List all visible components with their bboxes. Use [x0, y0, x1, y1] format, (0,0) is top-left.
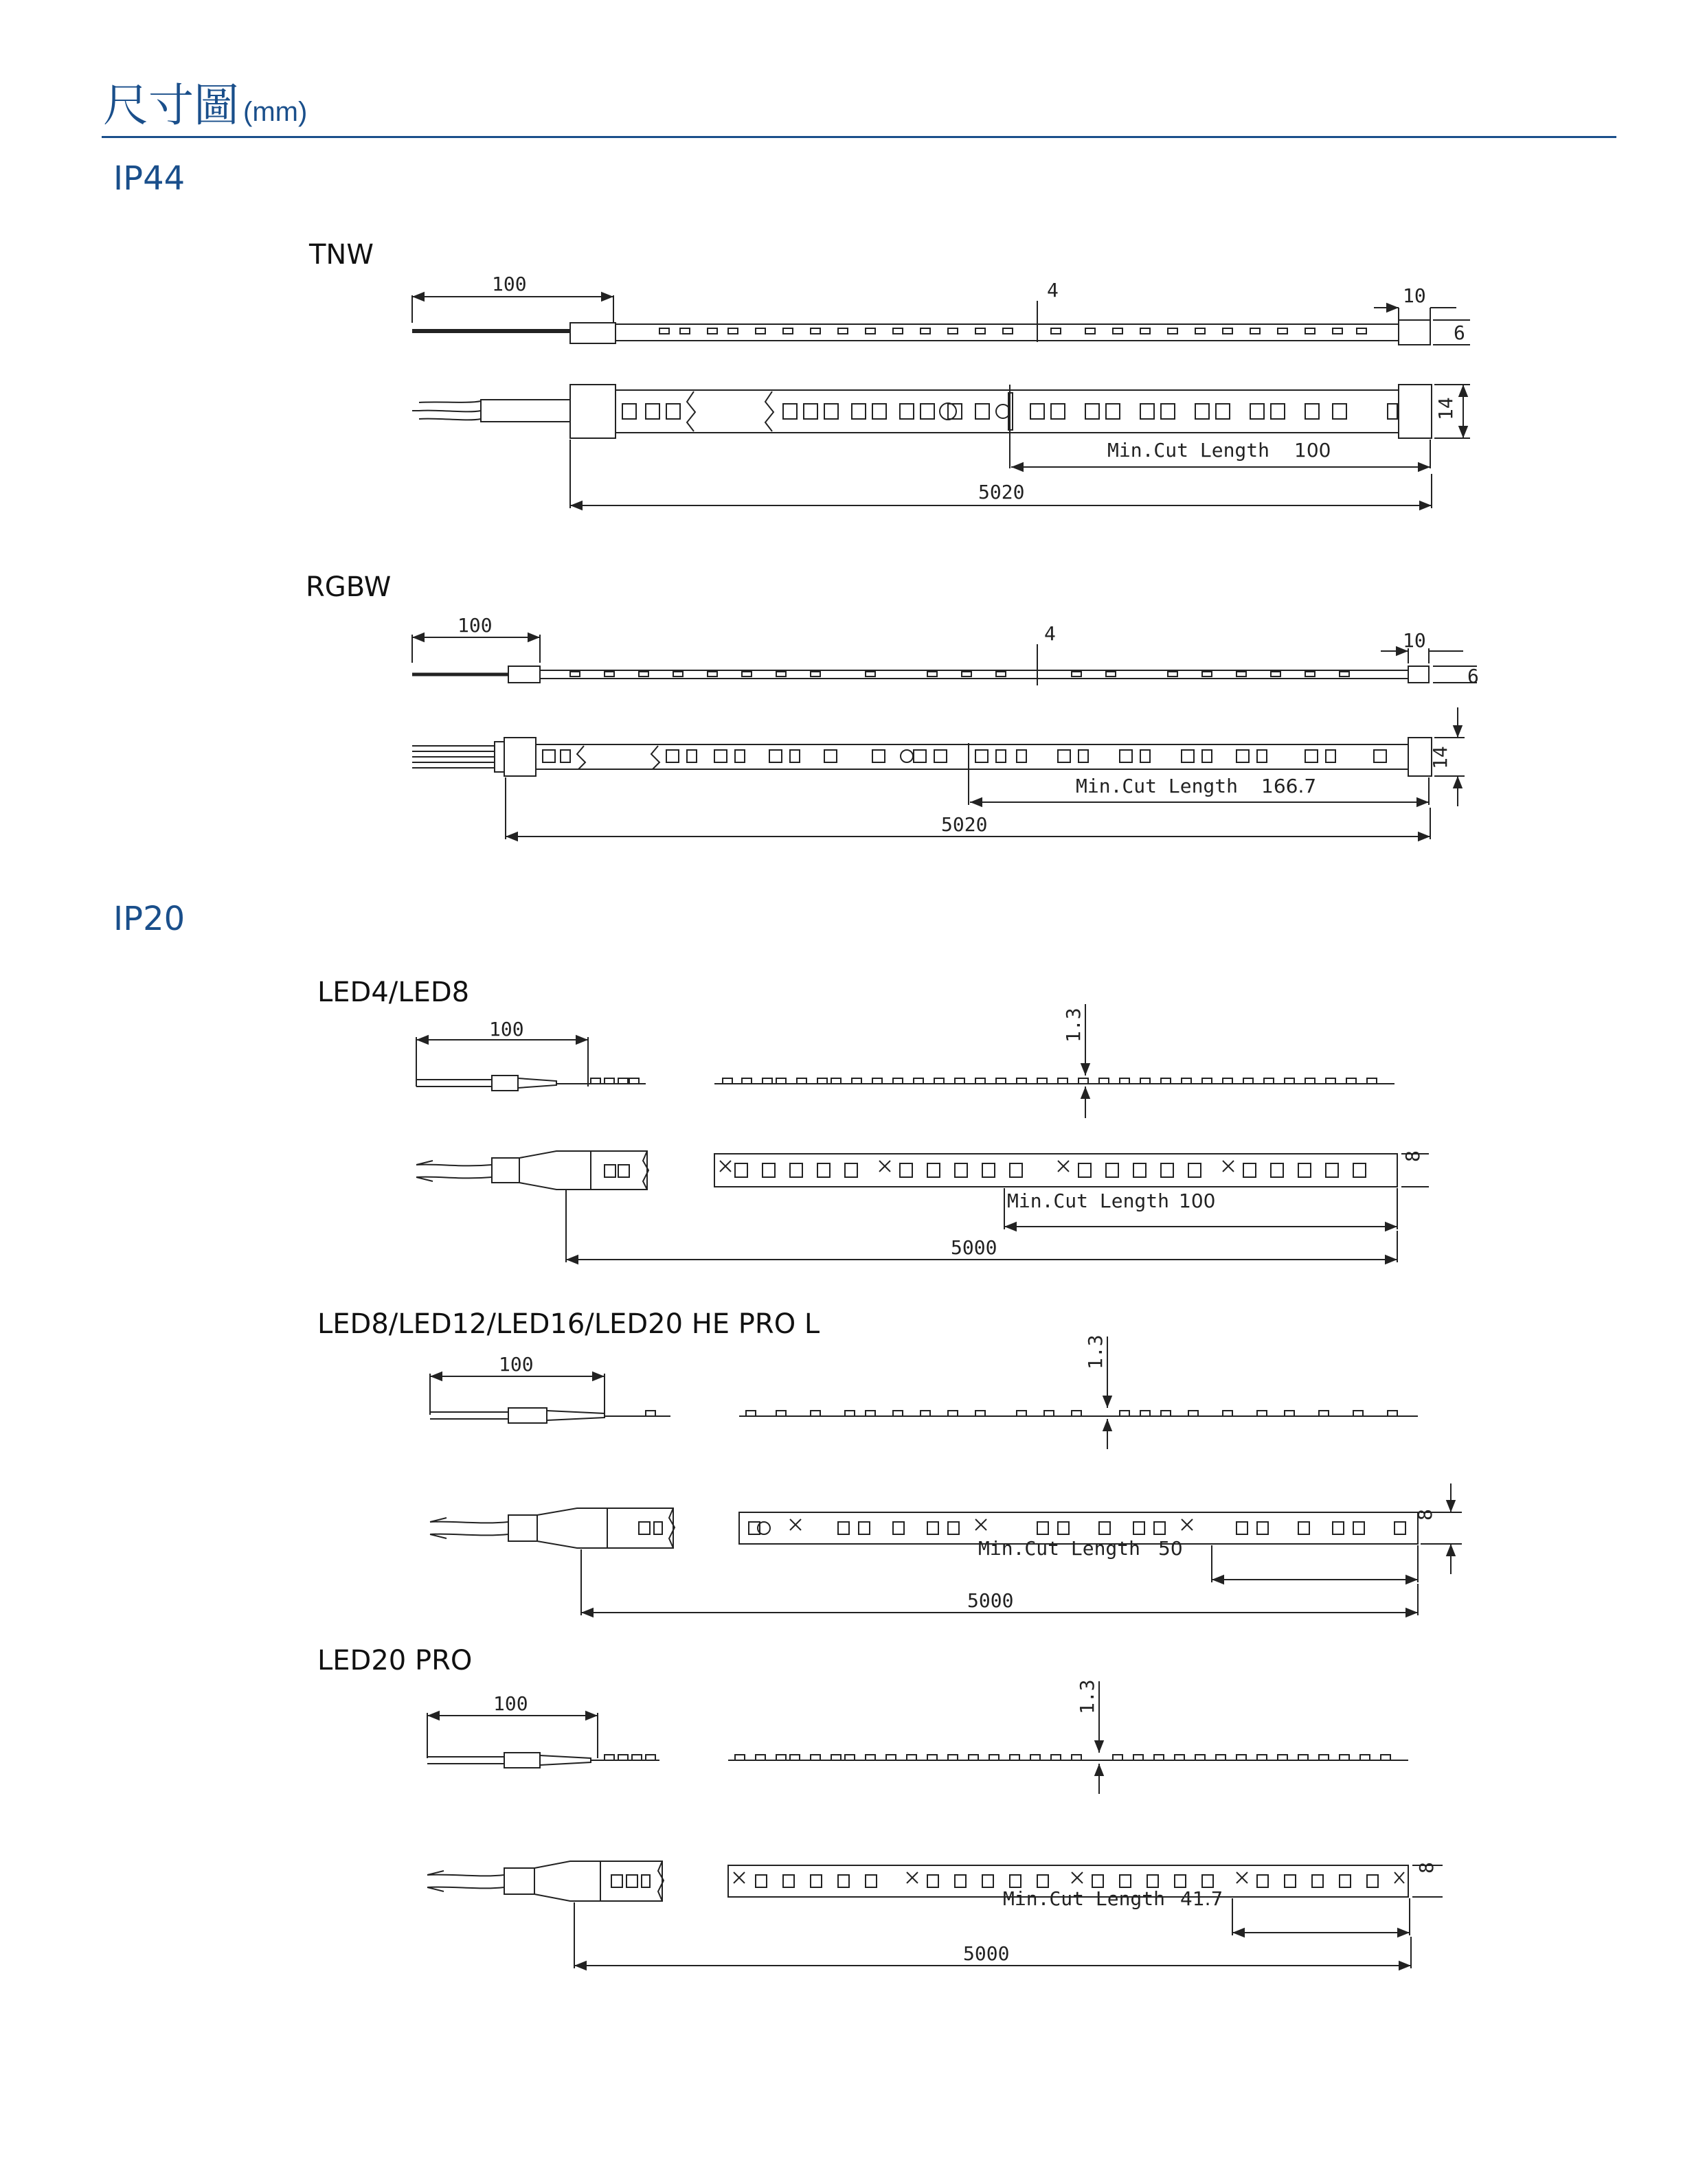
diagram-led20-label: LED20 PRO — [317, 1645, 473, 1676]
page-title: 尺寸圖 — [103, 79, 239, 132]
led8-length-value: 5000 — [967, 1589, 1014, 1612]
led20-cut-label: Min.Cut Length — [1003, 1887, 1166, 1910]
diagram-led8-label: LED8/LED12/LED16/LED20 HE PRO L — [317, 1308, 820, 1340]
led8-cut-label: Min.Cut Length — [978, 1537, 1141, 1560]
rgbw-length-value: 5020 — [941, 813, 988, 836]
led4-top-chips — [735, 1163, 1366, 1177]
led20-top-view — [427, 1861, 1443, 1968]
diagram-tnw-label: TNW — [309, 239, 374, 271]
rgbw-cut-label: Min.Cut Length — [1076, 775, 1239, 797]
led20-length-value: 5000 — [963, 1942, 1010, 1965]
rgbw-top-view — [412, 707, 1465, 839]
led4-cut-value: 100 — [1179, 1190, 1216, 1212]
page-unit: (mm) — [243, 97, 308, 127]
rgbw-cut-value: 166.7 — [1261, 775, 1317, 797]
led4-side-chips — [723, 1078, 1377, 1084]
led8-cut-value: 50 — [1158, 1537, 1183, 1560]
rgbw-end-height-value: 6 — [1467, 665, 1479, 687]
dimension-labels — [458, 273, 1479, 1965]
led4-height-value: 1.3 — [1062, 1008, 1085, 1043]
led8-height-value: 1.3 — [1084, 1334, 1107, 1369]
tnw-cut-value: 100 — [1294, 439, 1331, 462]
led4-cut-label: Min.Cut Length — [1007, 1190, 1170, 1212]
rgbw-end-width-value: 10 — [1403, 629, 1426, 652]
led8-top-view — [430, 1483, 1462, 1615]
section-ip20-title: IP20 — [113, 900, 185, 938]
led20-side-view — [427, 1681, 1408, 1794]
led8-lead-value: 100 — [499, 1353, 534, 1376]
tnw-side-body — [616, 324, 1399, 341]
rgbw-top-chips — [543, 750, 1386, 762]
led20-top-chips — [756, 1875, 1378, 1887]
led20-side-chips — [735, 1755, 1390, 1760]
tnw-length-value: 5020 — [978, 481, 1025, 503]
tnw-side-view — [412, 295, 1470, 345]
led8-width-value: 8 — [1414, 1509, 1436, 1521]
tnw-side-chips — [659, 328, 1366, 334]
rgbw-lead-value: 100 — [458, 614, 493, 637]
rgbw-height-value: 4 — [1044, 622, 1056, 645]
led20-height-value: 1.3 — [1076, 1679, 1098, 1714]
led4-width-value: 8 — [1401, 1150, 1424, 1162]
tnw-width-value: 14 — [1434, 397, 1457, 420]
tnw-end-height-value: 6 — [1454, 321, 1465, 344]
tnw-height-value: 4 — [1047, 279, 1059, 302]
led20-width-value: 8 — [1415, 1862, 1438, 1874]
rgbw-width-value: 14 — [1429, 746, 1452, 769]
led8-top-chips — [749, 1522, 1405, 1534]
tnw-end-width-value: 10 — [1403, 284, 1426, 307]
tnw-lead-value: 100 — [492, 273, 527, 295]
rgbw-side-chips — [570, 672, 1349, 676]
rgbw-side-view — [412, 635, 1477, 685]
tnw-cut-label: Min.Cut Length — [1107, 439, 1270, 462]
led8-side-chips — [746, 1411, 1397, 1416]
section-ip44-title: IP44 — [113, 159, 185, 198]
diagram-rgbw-label: RGBW — [306, 571, 392, 603]
led20-lead-value: 100 — [493, 1692, 528, 1715]
led4-top-view — [416, 1151, 1429, 1262]
diagram-led4-label: LED4/LED8 — [317, 977, 470, 1008]
led4-length-value: 5000 — [951, 1236, 997, 1259]
led20-cut-value: 41.7 — [1180, 1887, 1223, 1910]
led4-side-view — [416, 1004, 1395, 1118]
led4-lead-value: 100 — [489, 1018, 524, 1040]
led8-side-view — [430, 1336, 1418, 1449]
